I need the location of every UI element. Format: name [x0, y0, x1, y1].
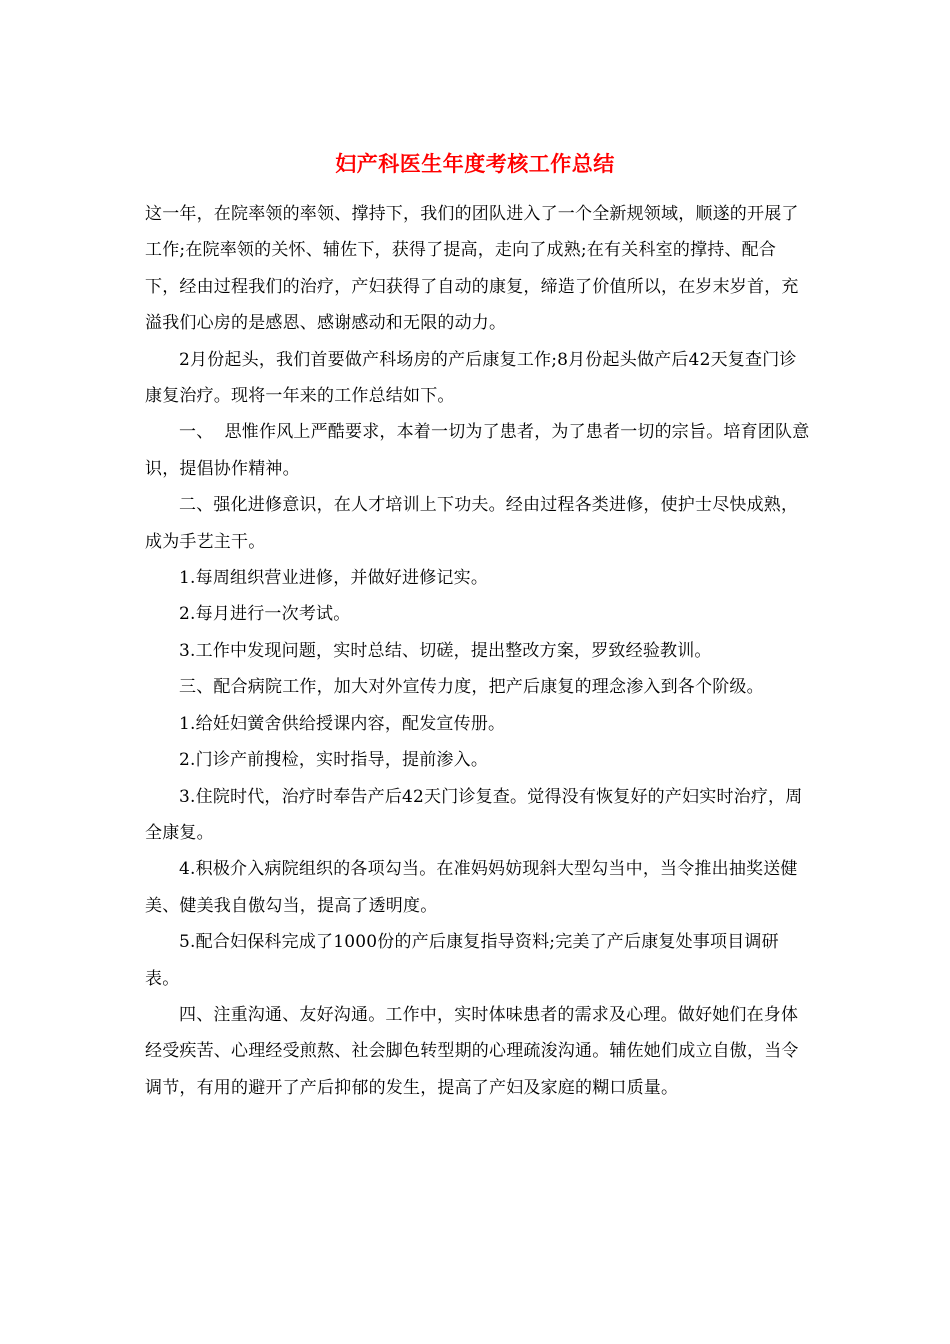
paragraph-schedule: 2月份起头，我们首要做产科场房的产后康复工作;8月份起头做产后42天复查门诊康复治疗。现将一年来的工作总结如下。	[145, 349, 797, 407]
list-item-3-4: 4.积极介入病院组织的各项勾当。在准妈妈妨现斜大型勾当中，当令推出抽奖送健美、健美我自傲勾当，提高了透明度。	[145, 859, 798, 916]
list-item-3-1: 1.给妊妇黉舍供给授课内容，配发宣传册。	[179, 713, 506, 734]
list-item-2-3: 3.工作中发现问题，实时总结、切磋，提出整改方案，罗致经验教训。	[179, 640, 712, 661]
list-item-2-2: 2.每月进行一次考试。	[179, 604, 351, 625]
list-item-2-1: 1.每周组织营业进修，并做好进修记实。	[179, 568, 489, 589]
paragraph-section-1: 一、 思惟作风上严酷要求，本着一切为了患者，为了患者一切的宗旨。培育团队意识，提倡协作精神。	[145, 422, 810, 479]
paragraph-section-2: 二、强化进修意识，在人才培训上下功夫。经由过程各类进修，使护士尽快成熟，成为手艺主干。	[145, 495, 799, 552]
document-title: 妇产科医生年度考核工作总结	[335, 151, 615, 176]
paragraph-section-4: 四、注重沟通、友好沟通。工作中，实时体味患者的需求及心理。做好她们在身体经受疾苦、心理经受煎熬、社会脚色转型期的心理疏浚沟通。辅佐她们成立自傲，当令调节，有用的避开了产后抑郁的发生，提高了产妇及家庭的糊口质量。	[145, 1004, 799, 1098]
document-body	[145, 196, 810, 1106]
paragraph-intro: 这一年，在院率领的率领、撑持下，我们的团队进入了一个全新规领域，顺遂的开展了工作;在院率领的关怀、辅佐下，获得了提高，走向了成熟;在有关科室的撑持、配合下，经由过程我们的治疗，产妇获得了自动的康复，缔造了价值所以，在岁末岁首，充溢我们心房的是感恩、感谢感动和无限的动力。	[145, 204, 799, 334]
list-item-3-3: 3.住院时代，治疗时奉告产后42天门诊复查。觉得没有恢复好的产妇实时治疗，周全康复。	[145, 786, 803, 843]
list-item-3-5: 5.配合妇保科完成了1000份的产后康复指导资料;完美了产后康复处事项目调研表。	[145, 932, 779, 989]
paragraph-section-3: 三、配合病院工作，加大对外宣传力度，把产后康复的理念渗入到各个阶级。	[179, 677, 764, 698]
list-item-3-2: 2.门诊产前搜检，实时指导，提前渗入。	[179, 750, 489, 771]
